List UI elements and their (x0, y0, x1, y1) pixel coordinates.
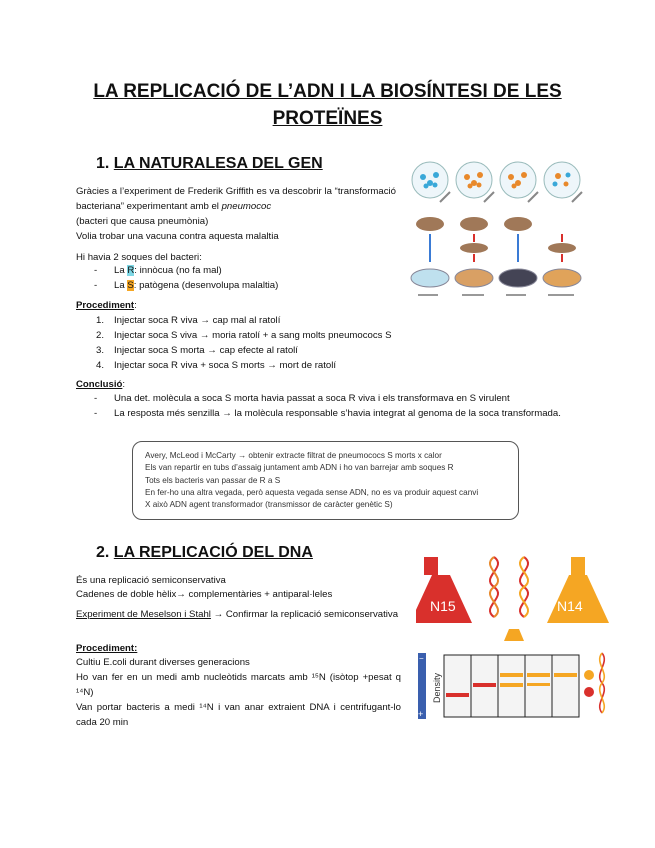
experiment-label: Experiment de Meselson i Stahl (76, 609, 211, 620)
griffith-experiment-figure (408, 150, 586, 312)
section-2-title: LA REPLICACIÓ DEL DNA (113, 544, 313, 561)
strain-s-letter: S (127, 280, 134, 291)
conclusion-item: - Una det. molècula a soca S morta havia passat a soca R viva i els transformava en S virulent (76, 391, 578, 406)
strain-r: - La R: innòcua (no fa mal) (76, 263, 278, 278)
procedure-step: 2. Injectar soca S viva → moria ratolí + a sang molts pneumococs S (96, 330, 392, 341)
svg-text:−: − (419, 654, 424, 663)
flask-n15 (416, 557, 472, 623)
intro-text: Gràcies a l’experiment de Frederik Griffith es va descobrir la “transformació bacteriana” experimentant amb el (76, 186, 396, 212)
svg-text:+: + (418, 709, 424, 719)
flask-left-label: N15 (430, 598, 456, 614)
section-1-number: 1. (96, 155, 110, 172)
experiment-text: → Confirmar la replicació semiconservativa (210, 609, 399, 620)
intro-paren: (bacteri que causa pneumònia) (76, 216, 209, 227)
mouse-icons (416, 217, 576, 253)
conclusion-item: - La resposta més senzilla → la molècula responsable s’havia integrat al genoma de la soca transformada. (76, 406, 578, 421)
conclusion-list (76, 391, 578, 421)
dna-helix-icons (490, 557, 528, 617)
bacteria-dishes (412, 162, 580, 198)
strain-r-letter: R (127, 265, 135, 276)
meselson-stahl-paragraph (76, 607, 401, 622)
strains-intro: Hi havia 2 soques del bacteri: (76, 252, 202, 263)
density-label: Density (432, 672, 442, 703)
procedure-step: 3. Injectar soca S morta → cap efecte al ratolí (96, 345, 298, 356)
strain-s: - La S: patògena (desenvolupa malaltia) (76, 278, 278, 293)
intro-paragraph (76, 184, 396, 214)
procedure-2-label: Procediment: (76, 643, 138, 654)
nitrogen14-line: Van portar bacteris a medi ¹⁴N i van anar extraient DNA i centrifugant-lo cada 20 min (76, 702, 401, 728)
procedure-steps (76, 313, 392, 373)
procedure-step: 1. Injectar soca R viva → cap mal al ratolí (96, 315, 281, 326)
flask-n14 (547, 557, 609, 623)
flask-right-label: N14 (557, 598, 583, 614)
box-line: Tots els bacteris van passar de R a S (145, 475, 281, 485)
avery-box (132, 441, 519, 520)
section-1-title: LA NATURALESA DEL GEN (113, 155, 323, 172)
box-line: X això ADN agent transformador (transmissor de caràcter genètic S) (145, 500, 393, 510)
section-2-number: 2. (96, 544, 110, 561)
section-1-heading (96, 155, 323, 173)
legend-dots (584, 670, 594, 697)
dna-strand-icon (600, 653, 605, 713)
intro-goal: Volia trobar una vacuna contra aquesta malaltia (76, 231, 279, 242)
culture-line: Cultiu E.coli durant diverses generacions (76, 657, 250, 668)
result-dishes (411, 269, 581, 287)
box-line: Els van repartir en tubs d’assaig juntament amb ADN i ho van barrejar amb soques R (145, 463, 454, 473)
helix-line: Cadenes de doble hèlix→ complementàries + antiparal·leles (76, 589, 333, 600)
procedure-step: 4. Injectar soca R viva + soca S morts → mort de ratolí (96, 360, 337, 371)
section-2-heading (96, 544, 313, 562)
intro-italic: pneumococ (221, 201, 272, 212)
meselson-stahl-figure (416, 543, 614, 725)
box-line: Avery, McLeod i McCarty → obtenir extracte filtrat de pneumococs S morts x calor (145, 451, 442, 460)
nitrogen15-line: Ho van fer en un medi amb nucleòtids marcats amb ¹⁵N (isòtop +pesat q ¹⁴N) (76, 672, 401, 698)
conclusion-label: Conclusió: (76, 379, 126, 390)
small-flask-icon (504, 629, 524, 641)
semiconservative-line: És una replicació semiconservativa (76, 575, 226, 586)
procedure-label: Procediment: (76, 300, 137, 311)
box-line: En fer-ho una altra vegada, però aquesta vegada sense ADN, no es va produir aquest canvi (145, 487, 479, 497)
strains-list (76, 263, 278, 293)
density-axis (418, 653, 442, 719)
document-title: LA REPLICACIÓ DE L’ADN I LA BIOSÍNTESI DE LES PROTEÏNES (93, 81, 562, 129)
